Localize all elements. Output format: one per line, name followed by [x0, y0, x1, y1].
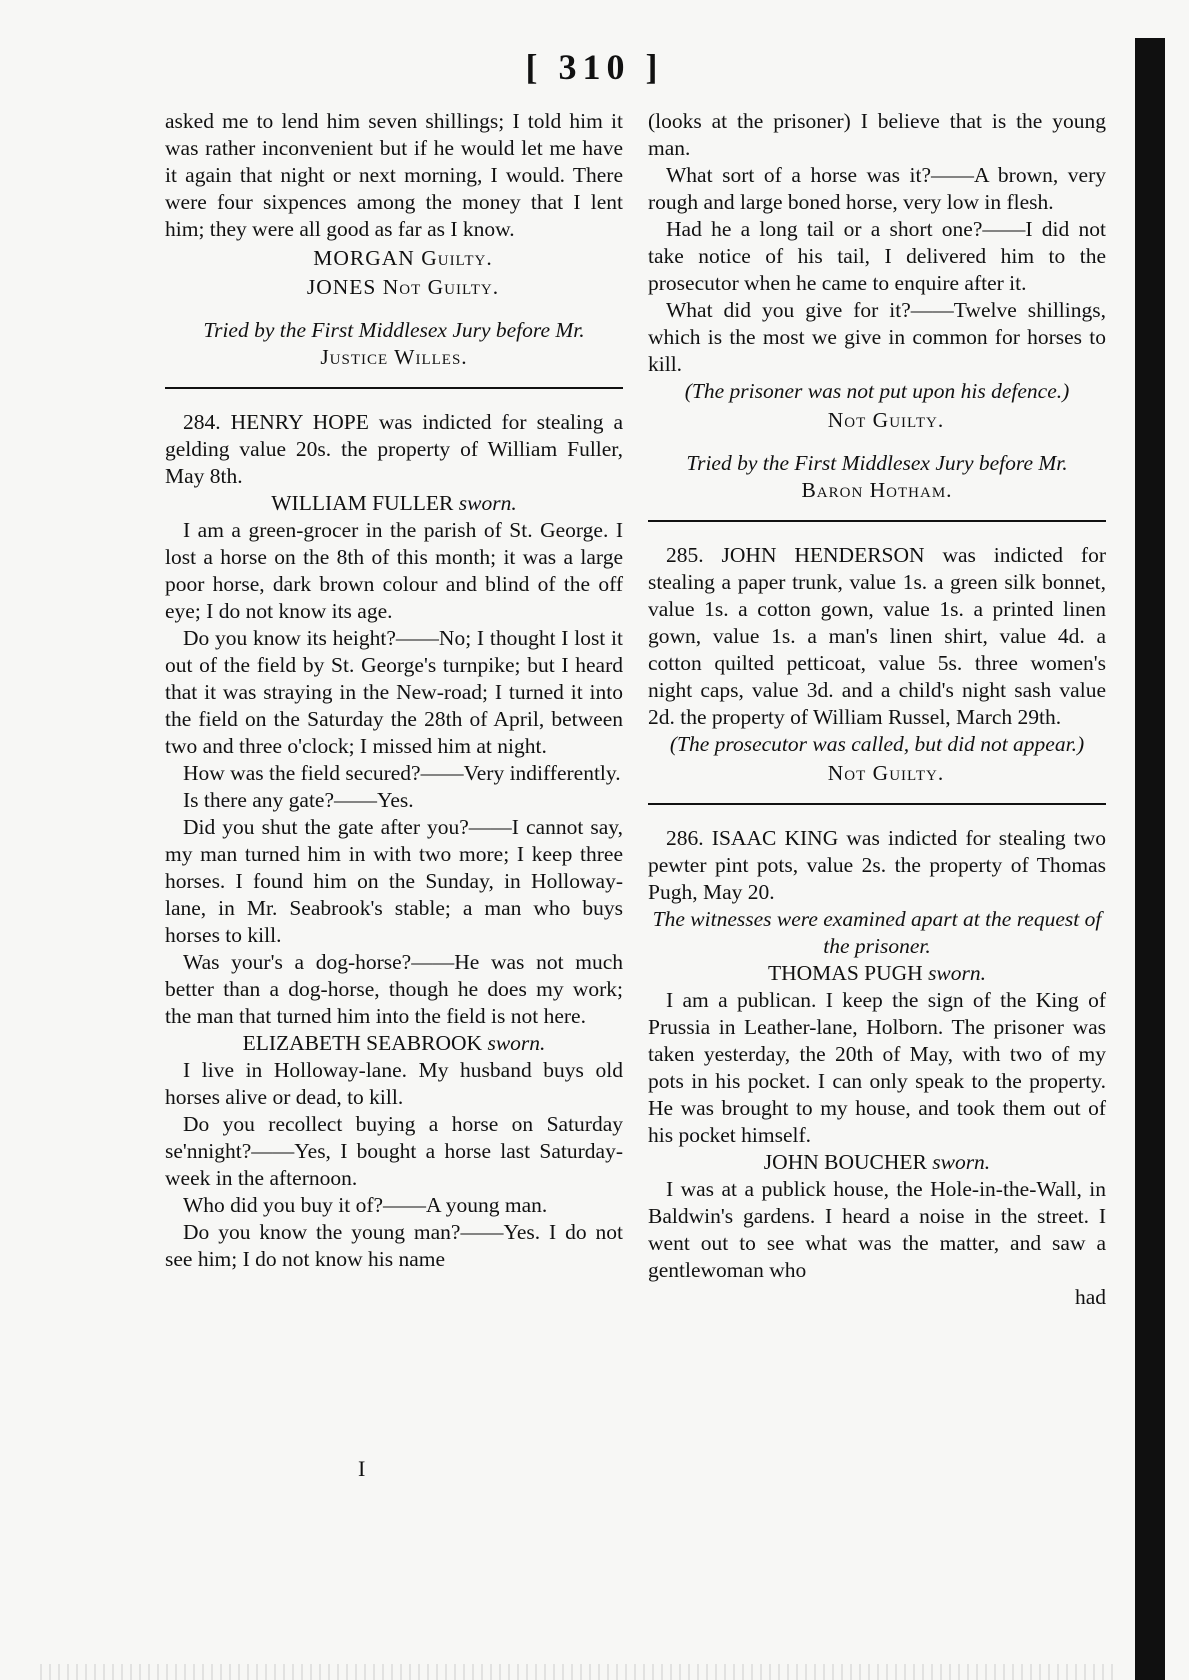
witness-heading	[648, 1149, 1106, 1176]
paragraph: Do you recollect buying a horse on Saturday se'nnight?——Yes, I bought a horse last Saturday-week in the afternoon.	[165, 1112, 623, 1190]
paragraph: What did you give for it?——Twelve shillings, which is the most we give in common for horses to kill.	[648, 298, 1106, 376]
verdict: Not Guilty.	[827, 761, 945, 785]
sworn-label: sworn.	[928, 961, 987, 985]
paragraph: asked me to lend him seven shillings; I told him it was rather inconvenient but if he would let me have it again that night or next morning, I would. There were four sixpences among the money that I lent him; they were all good as far as I know.	[165, 109, 623, 241]
sworn-label: sworn.	[932, 1150, 991, 1174]
court-note: (The prisoner was not put upon his defence.)	[684, 379, 1070, 403]
paragraph: Do you know its height?——No; I thought I lost it out of the field by St. George's turnpike; but I heard that it was straying in the New-road; I turned it into the field on the Saturday the 28th of April, between two and three o'clock; I missed him at night.	[165, 626, 623, 758]
paragraph: Did you shut the gate after you?——I cannot say, my man turned him in with two more; I keep three horses. I found him on the Sunday, in Holloway-lane, in Mr. Seabrook's stable; a man who buys horses to kill.	[165, 815, 623, 947]
section-divider	[648, 803, 1106, 805]
verdict: MORGAN Guilty.	[313, 246, 493, 270]
court-note: (The prosecutor was called, but did not appear.)	[669, 732, 1085, 756]
case-heading: 285. JOHN HENDERSON was indicted for stealing a paper trunk, value 1s. a green silk bonnet, value 1s. a cotton gown, value 1s. a printed linen gown, value 1s. a man's linen shirt, value 4d. a cotton quilted petticoat, value 5s. three women's night caps, value 3d. and a child's night sash value 2d. the property of William Russel, March 29th.	[648, 543, 1106, 729]
judge-name: Justice Willes.	[320, 345, 468, 369]
paragraph: I live in Holloway-lane. My husband buys old horses alive or dead, to kill.	[165, 1058, 623, 1109]
paragraph: I was at a publick house, the Hole-in-the-Wall, in Baldwin's gardens. I heard a noise in the street. I went out to see what was the matter, and saw a gentlewoman who	[648, 1177, 1106, 1282]
page-number: [ 310 ]	[525, 47, 664, 87]
witness-name: THOMAS PUGH	[767, 961, 923, 985]
scan-edge-specks	[40, 1664, 1120, 1680]
paragraph: Is there any gate?——Yes.	[183, 788, 414, 812]
witness-name: JOHN BOUCHER	[763, 1150, 927, 1174]
sworn-label: sworn.	[458, 491, 517, 515]
paragraph: I am a publican. I keep the sign of the King of Prussia in Leather-lane, Holborn. The prisoner was taken yesterday, the 20th of May, with two of my pots in his pocket. I can only speak to the property. He was brought to my house, and took them out of his pocket himself.	[648, 988, 1106, 1147]
section-divider	[648, 520, 1106, 522]
witness-name: WILLIAM FULLER	[271, 491, 454, 515]
paragraph: Had he a long tail or a short one?——I did not take notice of his tail, I delivered him to the prosecutor when he came to enquire after it.	[648, 217, 1106, 295]
jury-note-text: Tried by the First Middlesex Jury before Mr.	[686, 451, 1068, 475]
paragraph: Do you know the young man?——Yes. I do not see him; I do not know his name	[165, 1220, 623, 1271]
paragraph: How was the field secured?——Very indifferently.	[183, 761, 621, 785]
right-column	[648, 108, 1106, 1311]
paragraph: What sort of a horse was it?——A brown, very rough and large boned horse, very low in flesh.	[648, 163, 1106, 214]
jury-note	[165, 317, 623, 371]
left-column	[165, 108, 623, 1273]
paragraph: (looks at the prisoner) I believe that is the young man.	[648, 109, 1106, 160]
section-divider	[165, 387, 623, 389]
witness-heading	[648, 960, 1106, 987]
witness-heading	[165, 490, 623, 517]
jury-note	[648, 450, 1106, 504]
page-spine-edge	[1135, 38, 1165, 1680]
sworn-label: sworn.	[487, 1031, 546, 1055]
catchword: had	[1074, 1285, 1106, 1309]
court-note: The witnesses were examined apart at the request of the prisoner.	[652, 907, 1102, 958]
case-heading: 286. ISAAC KING was indicted for stealing two pewter pint pots, value 2s. the property of Thomas Pugh, May 20.	[648, 826, 1106, 904]
paragraph: Who did you buy it of?——A young man.	[183, 1193, 548, 1217]
signature-mark: I	[358, 1456, 366, 1481]
jury-note-text: Tried by the First Middlesex Jury before Mr.	[203, 318, 585, 342]
verdict: JONES Not Guilty.	[306, 275, 500, 299]
judge-name: Baron Hotham.	[801, 478, 953, 502]
witness-name: ELIZABETH SEABROOK	[242, 1031, 483, 1055]
case-heading: 284. HENRY HOPE was indicted for stealing a gelding value 20s. the property of William Fuller, May 8th.	[165, 410, 623, 488]
paragraph: Was your's a dog-horse?——He was not much better than a dog-horse, though he does my work; the man that turned him into the field is not here.	[165, 950, 623, 1028]
verdict: Not Guilty.	[827, 408, 945, 432]
witness-heading	[165, 1030, 623, 1057]
paragraph: I am a green-grocer in the parish of St. George. I lost a horse on the 8th of this month; it was a large poor horse, dark brown colour and blind of the off eye; I do not know its age.	[165, 518, 623, 623]
